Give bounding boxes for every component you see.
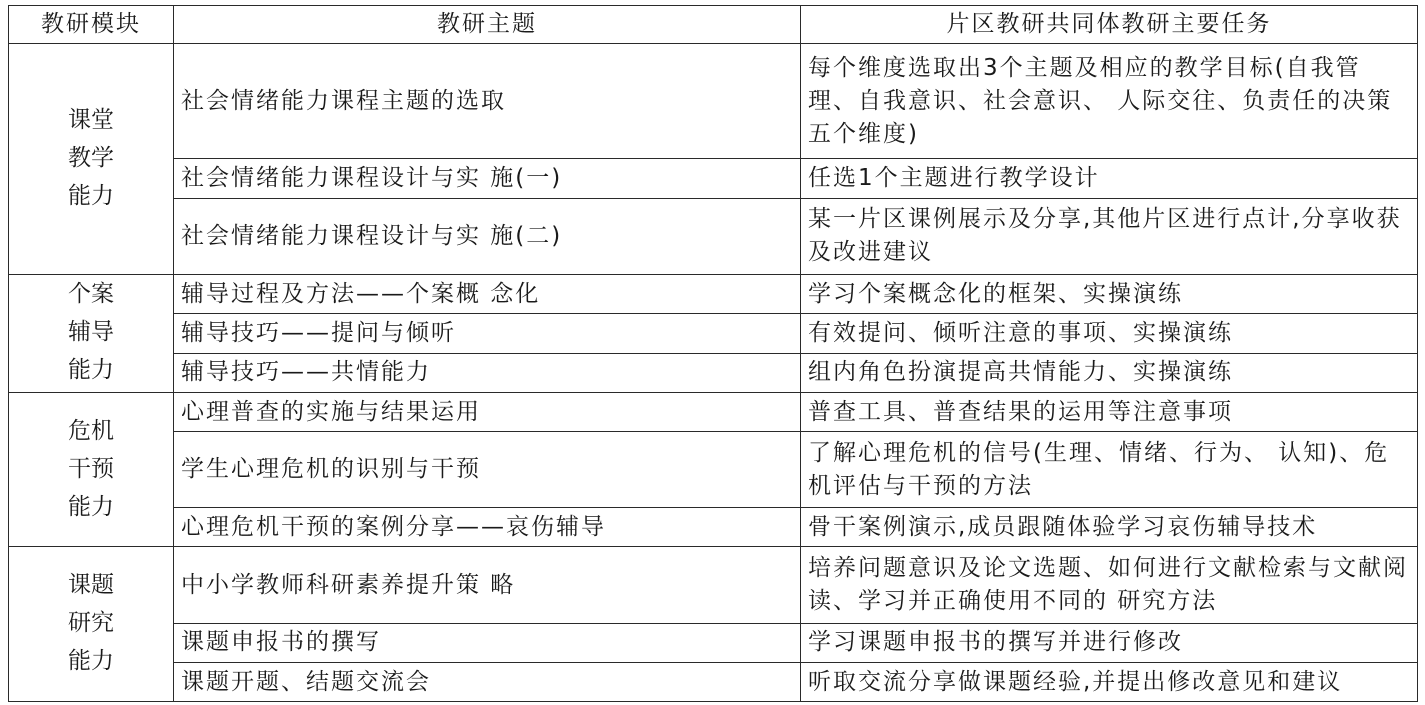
module-line: 干预 <box>68 455 114 482</box>
table-row <box>9 508 1418 547</box>
module-cell-crisis <box>9 392 174 547</box>
topic-cell: 心理普查的实施与结果运用 <box>174 392 801 431</box>
research-task-table <box>8 5 1418 702</box>
table-row <box>9 432 1418 508</box>
topic-cell: 中小学教师科研素养提升策 略 <box>174 547 801 623</box>
task-cell: 每个维度选取出3个主题及相应的教学目标(自我管理、自我意识、社会意识、 人际交往、负责任的决策五个维度) <box>801 44 1418 159</box>
topic-cell: 课题申报书的撰写 <box>174 623 801 662</box>
header-task: 片区教研共同体教研主要任务 <box>801 6 1418 44</box>
header-topic: 教研主题 <box>174 6 801 44</box>
task-cell: 某一片区课例展示及分享,其他片区进行点计,分享收获及改进建议 <box>801 198 1418 274</box>
task-cell: 听取交流分享做课题经验,并提出修改意见和建议 <box>801 662 1418 701</box>
table-row <box>9 623 1418 662</box>
table-row <box>9 44 1418 159</box>
header-module: 教研模块 <box>9 6 174 44</box>
table-row <box>9 198 1418 274</box>
table-row <box>9 159 1418 198</box>
module-cell-classroom <box>9 44 174 275</box>
topic-cell: 社会情绪能力课程设计与实 施(一) <box>174 159 801 198</box>
topic-cell: 社会情绪能力课程设计与实 施(二) <box>174 198 801 274</box>
task-cell: 骨干案例演示,成员跟随体验学习哀伤辅导技术 <box>801 508 1418 547</box>
table-row <box>9 662 1418 701</box>
module-line: 辅导 <box>68 319 114 346</box>
table-header-row <box>9 6 1418 44</box>
module-line: 课题 <box>68 572 114 599</box>
task-cell: 了解心理危机的信号(生理、情绪、行为、 认知)、危机评估与干预的方法 <box>801 432 1418 508</box>
module-line: 能力 <box>68 182 114 209</box>
topic-cell: 社会情绪能力课程主题的选取 <box>174 44 801 159</box>
task-cell: 组内角色扮演提高共情能力、实操演练 <box>801 353 1418 392</box>
topic-cell: 课题开题、结题交流会 <box>174 662 801 701</box>
task-cell: 培养问题意识及论文选题、如何进行文献检索与文献阅读、学习并正确使用不同的 研究方法 <box>801 547 1418 623</box>
module-line: 能力 <box>68 493 114 520</box>
table-row <box>9 547 1418 623</box>
table-row <box>9 392 1418 431</box>
table-row <box>9 314 1418 353</box>
topic-cell: 心理危机干预的案例分享——哀伤辅导 <box>174 508 801 547</box>
task-cell: 任选1个主题进行教学设计 <box>801 159 1418 198</box>
topic-cell: 辅导技巧——提问与倾听 <box>174 314 801 353</box>
module-cell-counseling <box>9 274 174 392</box>
table-row <box>9 353 1418 392</box>
module-cell-research <box>9 547 174 702</box>
module-line: 能力 <box>68 357 114 384</box>
module-line: 教学 <box>68 144 114 171</box>
topic-cell: 学生心理危机的识别与干预 <box>174 432 801 508</box>
topic-cell: 辅导技巧——共情能力 <box>174 353 801 392</box>
module-line: 课堂 <box>68 106 114 133</box>
module-line: 能力 <box>68 648 114 675</box>
module-line: 危机 <box>68 417 114 444</box>
topic-cell: 辅导过程及方法——个案概 念化 <box>174 274 801 313</box>
table-row <box>9 274 1418 313</box>
task-cell: 学习个案概念化的框架、实操演练 <box>801 274 1418 313</box>
task-cell: 学习课题申报书的撰写并进行修改 <box>801 623 1418 662</box>
module-line: 研究 <box>68 610 114 637</box>
task-cell: 普查工具、普查结果的运用等注意事项 <box>801 392 1418 431</box>
module-line: 个案 <box>68 281 114 308</box>
task-cell: 有效提问、倾听注意的事项、实操演练 <box>801 314 1418 353</box>
